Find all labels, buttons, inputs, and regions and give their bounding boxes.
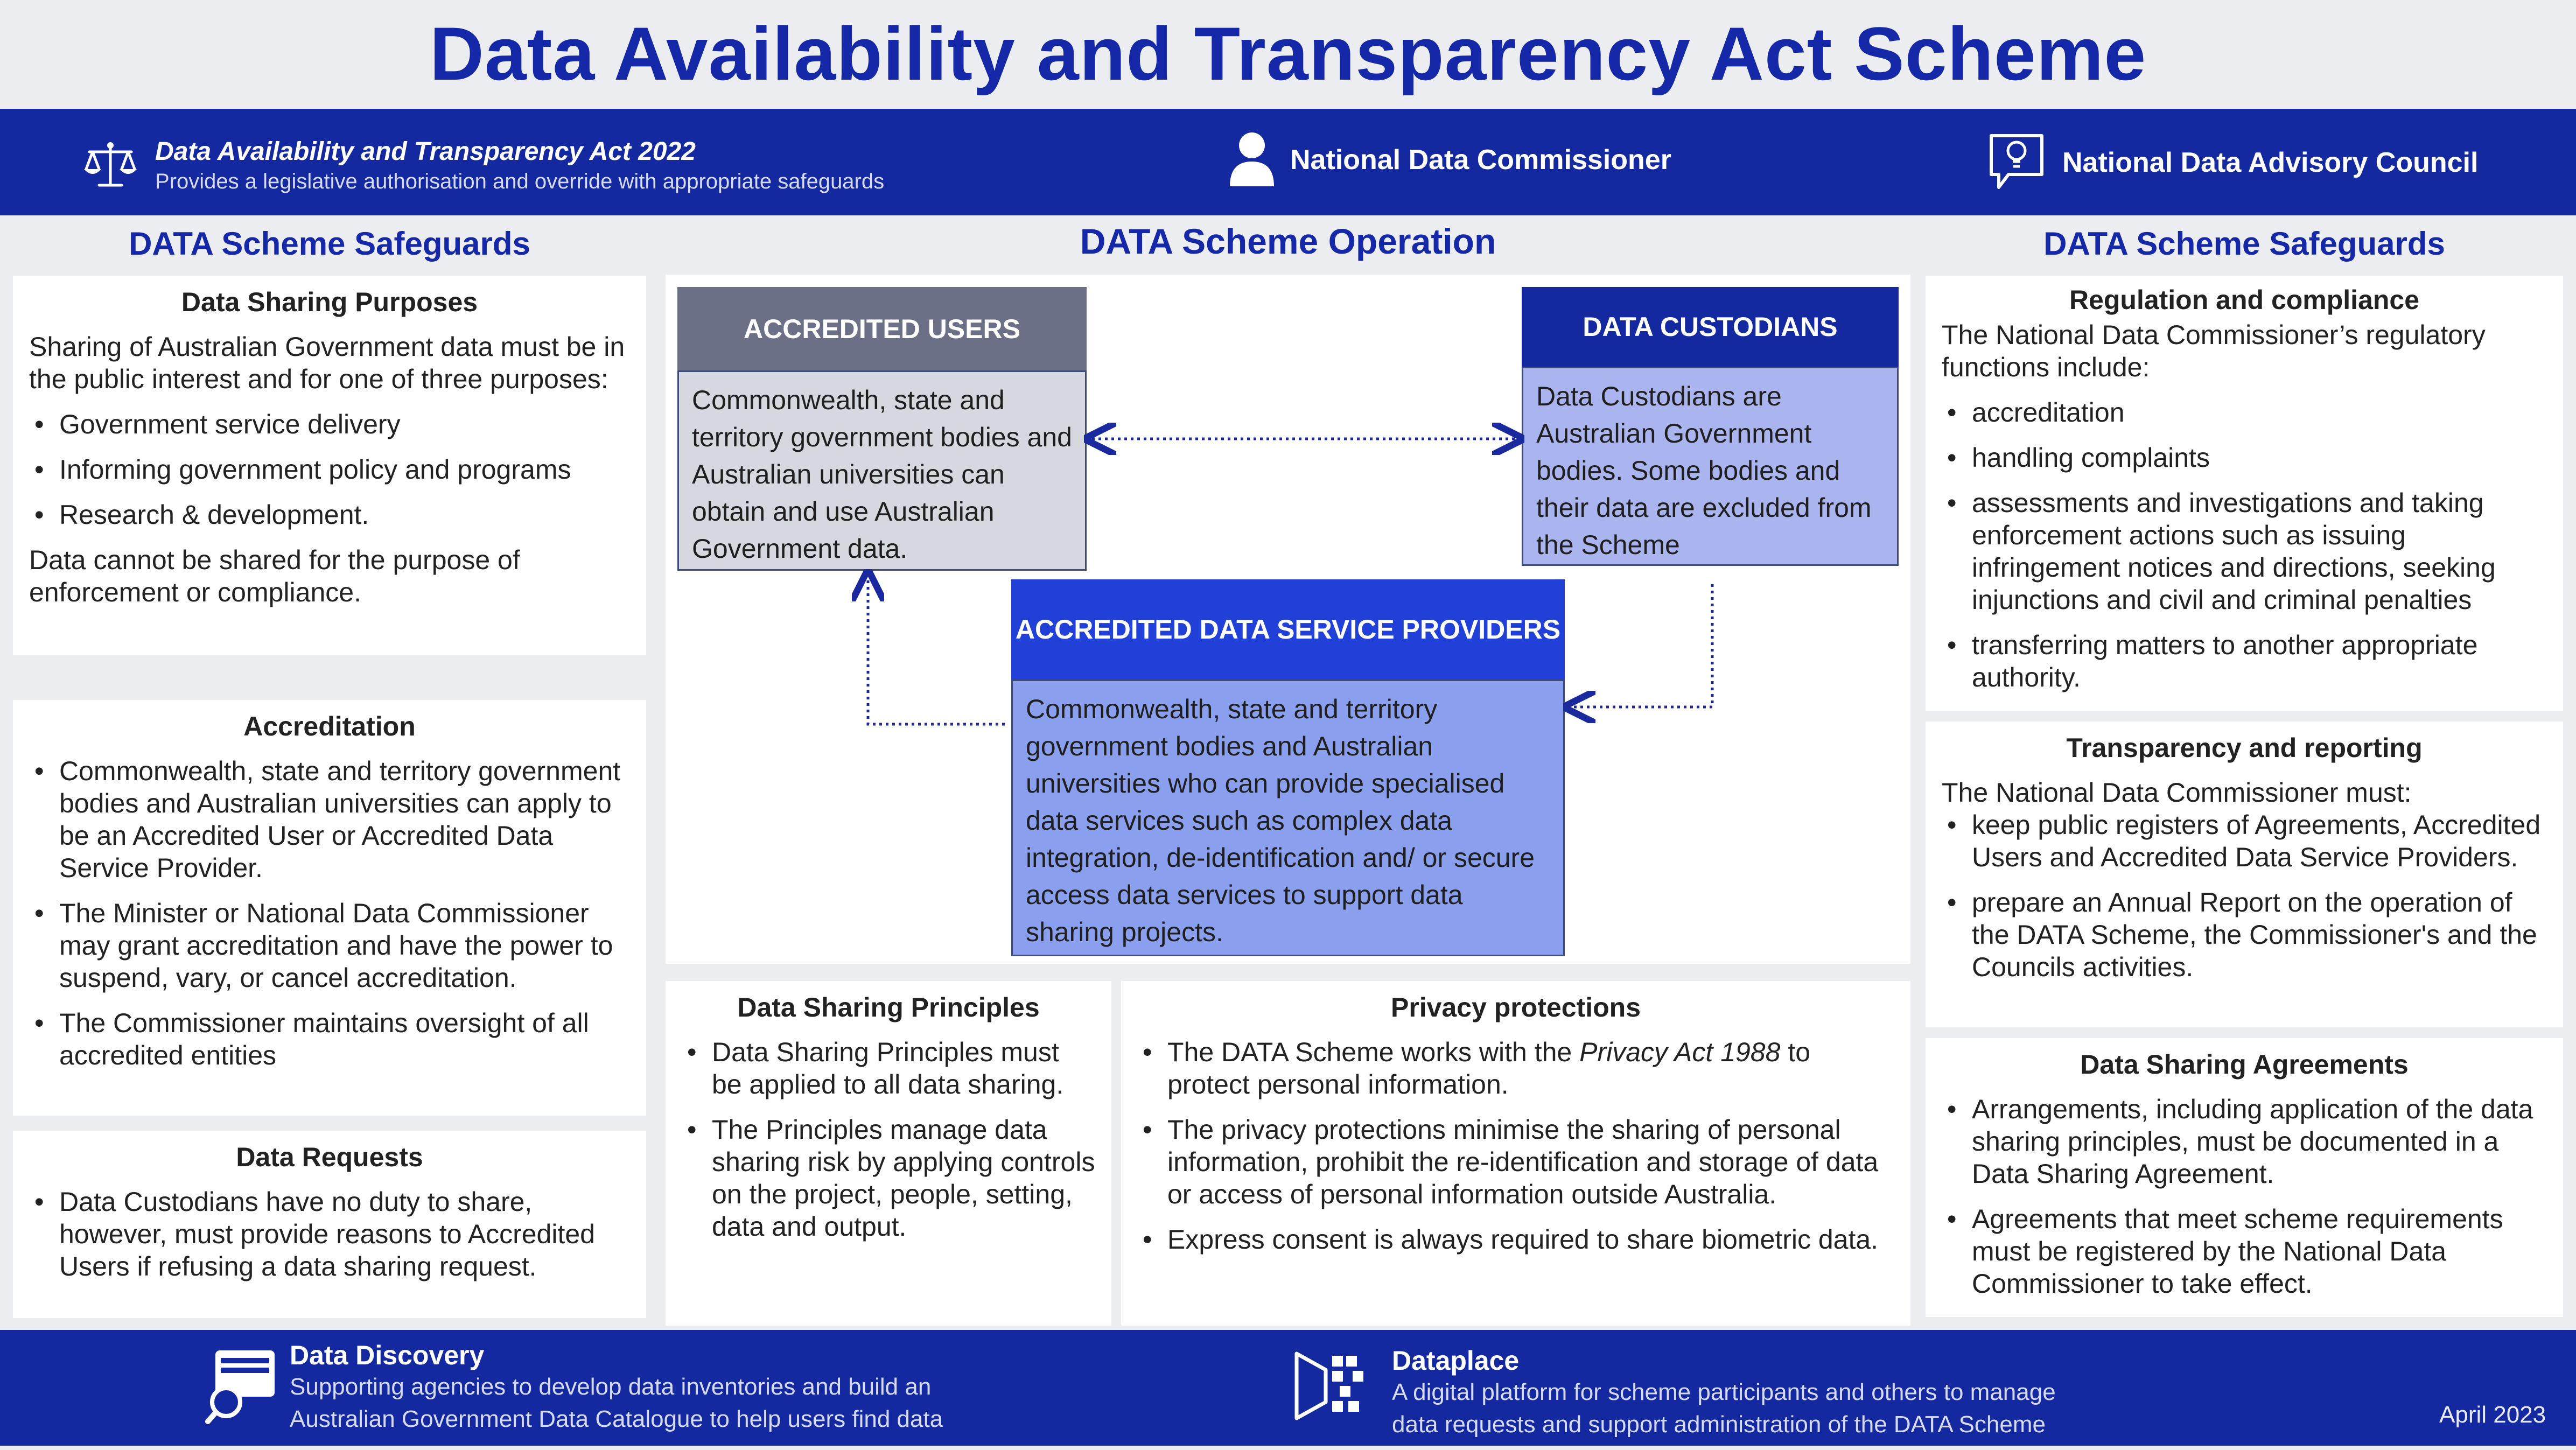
agreements-item: • Arrangements, including application of the data sharing principles, must be documented in a Data Sharing Agreement. bbox=[1942, 1093, 2547, 1190]
dataplace-title: Dataplace bbox=[1392, 1346, 1520, 1376]
dataplace-line: A digital platform for scheme participants and others to manage bbox=[1392, 1379, 2056, 1405]
principles-title: Data Sharing Principles bbox=[737, 992, 1040, 1022]
accreditation-item: • Commonwealth, state and territory government bodies and Australian universities can apply to be an Accredited User or Accredited Data Service Provider. bbox=[29, 755, 630, 884]
accreditation-item: • The Commissioner maintains oversight of all accredited entities bbox=[29, 1007, 630, 1071]
privacy-card bbox=[1121, 981, 1910, 1326]
transparency-card bbox=[1926, 722, 2563, 1027]
adsp-users-arrow bbox=[868, 577, 1005, 724]
requests-title: Data Requests bbox=[236, 1142, 423, 1172]
agreements-card bbox=[1926, 1038, 2563, 1317]
left-safeguards-heading: DATA Scheme Safeguards bbox=[129, 226, 530, 262]
operation-heading: DATA Scheme Operation bbox=[1080, 221, 1496, 261]
privacy-item: • Express consent is always required to share biometric data. bbox=[1137, 1223, 1894, 1256]
principles-item: • The Principles manage data sharing risk by applying controls on the project, people, setting, data and output. bbox=[682, 1113, 1095, 1243]
discovery-line: Australian Government Data Catalogue to help users find data bbox=[290, 1406, 943, 1432]
dataplace-block bbox=[1392, 1345, 2056, 1441]
agreements-item: • Agreements that meet scheme requirements must be registered by the National Data Commissioner to take effect. bbox=[1942, 1203, 2547, 1300]
catalogue-search-icon bbox=[205, 1346, 285, 1427]
regulation-title: Regulation and compliance bbox=[2069, 285, 2420, 315]
purposes-item: • Informing government policy and programs bbox=[29, 453, 630, 486]
data-custodians-body: Data Custodians are Australian Government bodies. Some bodies and their data are excluded from the Scheme bbox=[1522, 367, 1899, 566]
agreements-title: Data Sharing Agreements bbox=[2080, 1049, 2409, 1080]
privacy-item bbox=[1137, 1036, 1894, 1101]
council-label: National Data Advisory Council bbox=[2062, 146, 2479, 178]
transparency-intro: The National Data Commissioner must: bbox=[1942, 777, 2412, 808]
right-safeguards-heading: DATA Scheme Safeguards bbox=[2043, 226, 2445, 262]
privacy-item1-post: to protect personal information. bbox=[1167, 1037, 1811, 1099]
discovery-line: Supporting agencies to develop data inventories and build an bbox=[290, 1374, 932, 1400]
page-title: Data Availability and Transparency Act Scheme bbox=[429, 11, 2147, 96]
adsp-body: Commonwealth, state and territory government bodies and Australian universities who can provide specialised data services such as complex data integration, de-identification and/ or secure access data services to support data sharing projects. bbox=[1011, 680, 1565, 956]
dataplace-icon bbox=[1292, 1348, 1368, 1424]
privacy-item1-pre: The DATA Scheme works with the bbox=[1167, 1037, 1580, 1067]
act-subtitle: Provides a legislative authorisation and override with appropriate safeguards bbox=[155, 170, 885, 193]
accreditation-title: Accreditation bbox=[243, 711, 416, 741]
transparency-item: • keep public registers of Agreements, Accredited Users and Accredited Data Service Providers. bbox=[1942, 809, 2547, 873]
purposes-item: • Research & development. bbox=[29, 499, 630, 531]
purposes-outro: Data cannot be shared for the purpose of enforcement or compliance. bbox=[29, 545, 520, 607]
purposes-item: • Government service delivery bbox=[29, 408, 630, 440]
purposes-intro: Sharing of Australian Government data must be in the public interest and for one of three purposes: bbox=[29, 332, 625, 394]
regulation-item: • accreditation bbox=[1942, 396, 2547, 429]
bottom-banner bbox=[0, 1330, 2576, 1446]
discovery-title: Data Discovery bbox=[290, 1340, 485, 1370]
principles-item: • Data Sharing Principles must be applied to all data sharing. bbox=[682, 1036, 1095, 1101]
discovery-block bbox=[290, 1340, 943, 1435]
transparency-item: • prepare an Annual Report on the operation of the DATA Scheme, the Commissioner's and the Councils activities. bbox=[1942, 886, 2547, 983]
regulation-item: • assessments and investigations and taking enforcement actions such as issuing infringement notices and directions, seeking injunctions and civil and criminal penalties bbox=[1942, 487, 2547, 616]
privacy-item: • The privacy protections minimise the sharing of personal information, prohibit the re-identification and storage of data or access of personal information outside Australia. bbox=[1137, 1113, 1894, 1210]
regulation-item: • handling complaints bbox=[1942, 442, 2547, 474]
dataplace-line: data requests and support administration of the DATA Scheme bbox=[1392, 1411, 2046, 1438]
privacy-act-name: Privacy Act 1988 bbox=[1579, 1037, 1781, 1067]
requests-item: • Data Custodians have no duty to share, however, must provide reasons to Accredited Users if refusing a data sharing request. bbox=[29, 1186, 630, 1283]
regulation-intro: The National Data Commissioner’s regulatory functions include: bbox=[1942, 320, 2486, 382]
publication-date: April 2023 bbox=[2439, 1402, 2546, 1428]
custodians-adsp-arrow bbox=[1571, 584, 1712, 707]
purposes-title: Data Sharing Purposes bbox=[181, 287, 478, 317]
data-custodians-title: DATA CUSTODIANS bbox=[1522, 287, 1899, 367]
accredited-users-body: Commonwealth, state and territory government bodies and Australian universities can obtain and use Australian Government data. bbox=[677, 370, 1087, 571]
act-title: Data Availability and Transparency Act 2022 bbox=[155, 137, 696, 166]
transparency-title: Transparency and reporting bbox=[2066, 733, 2423, 763]
regulation-item: • transferring matters to another appropriate authority. bbox=[1942, 629, 2547, 694]
commissioner-label: National Data Commissioner bbox=[1290, 144, 1671, 176]
adsp-title: ACCREDITED DATA SERVICE PROVIDERS bbox=[1011, 579, 1565, 680]
principles-card bbox=[666, 981, 1111, 1326]
accredited-users-title: ACCREDITED USERS bbox=[677, 287, 1087, 370]
regulation-card bbox=[1926, 276, 2563, 711]
privacy-title: Privacy protections bbox=[1390, 992, 1641, 1022]
accreditation-item: • The Minister or National Data Commissioner may grant accreditation and have the power to suspend, vary, or cancel accreditation. bbox=[29, 897, 630, 994]
